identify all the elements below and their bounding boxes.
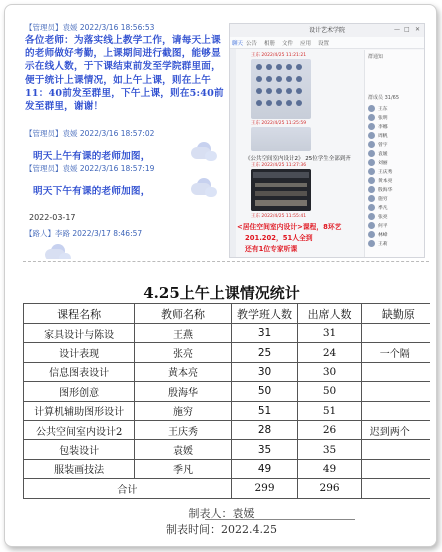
date-divider: 2022-03-17	[29, 213, 76, 222]
avatar	[368, 213, 375, 220]
member-item[interactable]: 刘丽	[368, 159, 424, 167]
course-cell: 信息图表设计	[24, 362, 135, 381]
message-text: 各位老师：为落实线上教学工作，请每天上课的老师做好考勤，上课期间进行截图，能够显示在线人数，于下课结束前发至学院群里面，便于统计上课情况，如上午上课，则在上午11：40前发至群里，下午上课，则在5:40前发至群里，谢谢！	[25, 35, 224, 113]
course-cell: 计算机辅助图形设计	[24, 401, 135, 420]
class-size-cell: 50	[231, 382, 298, 401]
group-notice-header[interactable]: 群通知	[368, 54, 384, 60]
sender-tag: 【管理员】	[25, 23, 63, 32]
avatar	[368, 186, 375, 193]
tab-album[interactable]: 相册	[264, 41, 276, 47]
message-time: 2022/3/16 18:56:53	[79, 23, 155, 32]
member-item[interactable]: 曾宇	[368, 141, 424, 149]
app-left-rail	[230, 49, 236, 258]
present-cell: 50	[298, 382, 361, 401]
avatar	[368, 123, 375, 130]
teacher-cell: 袁媛	[135, 440, 231, 459]
sender-name[interactable]: 李路	[55, 229, 70, 238]
message-meta	[25, 164, 225, 173]
avatar	[368, 195, 375, 202]
table-row	[24, 440, 436, 459]
tab-chat[interactable]: 聊天	[232, 41, 244, 47]
table-row	[24, 459, 436, 478]
present-cell: 30	[298, 362, 361, 381]
report-date: 制表时间：2022.4.25	[166, 523, 277, 536]
teacher-cell: 施穷	[135, 401, 231, 420]
member-item[interactable]: 殷海华	[368, 186, 424, 194]
message-time: 2022/3/17 8:46:57	[72, 229, 143, 238]
post-header: 王东 2022/4/25 11:27:36	[251, 163, 307, 168]
post-caption: 《公共空间室内设计2》 25位学生全部到齐	[245, 156, 351, 162]
total-absence-cell	[361, 479, 435, 498]
class-size-cell: 25	[231, 343, 298, 362]
tab-settings[interactable]: 设置	[318, 41, 330, 47]
teacher-cell: 王庆秀	[135, 420, 231, 439]
member-item[interactable]: 黄本亮	[368, 177, 424, 185]
column-header: 课程名称	[24, 304, 135, 324]
member-item[interactable]: 张明	[368, 114, 424, 122]
course-cell: 公共空间室内设计2	[24, 420, 135, 439]
table-header-row	[24, 304, 436, 324]
course-cell: 包装设计	[24, 440, 135, 459]
avatar	[368, 141, 375, 148]
post-header: 王东 2022/4/25 11:21:21	[251, 53, 307, 58]
avatar	[368, 159, 375, 166]
total-present: 296	[298, 479, 361, 498]
participant-grid	[251, 59, 311, 119]
close-icon[interactable]: ✕	[415, 26, 421, 33]
message-meta	[25, 229, 225, 238]
notice-line: 还有1位专家听课	[245, 245, 298, 253]
member-item[interactable]: 林峰	[368, 231, 424, 239]
avatar	[368, 114, 375, 121]
chat-feed	[237, 50, 363, 258]
cloud-sticker-icon[interactable]	[189, 139, 219, 165]
meeting-screenshot[interactable]	[251, 127, 311, 151]
avatar	[368, 105, 375, 112]
notice-line: 201.202，51人全到	[245, 234, 313, 242]
classroom-image	[251, 169, 311, 211]
present-cell: 26	[298, 420, 361, 439]
group-chat-window	[229, 23, 425, 258]
column-header: 出席人数	[298, 304, 361, 324]
avatar	[368, 222, 375, 229]
avatar	[368, 177, 375, 184]
tab-announcement[interactable]: 公告	[246, 41, 258, 47]
avatar	[368, 150, 375, 157]
meeting-screenshot[interactable]	[251, 59, 311, 119]
notice-line: <居住空间室内设计>课程，8环艺	[237, 223, 342, 231]
course-cell: 服装画技法	[24, 459, 135, 478]
report-maker: 制表人：袁媛	[188, 507, 255, 520]
present-cell: 51	[298, 401, 361, 420]
member-item[interactable]: 袁媛	[368, 150, 424, 158]
teacher-cell: 黄本亮	[135, 362, 231, 381]
class-size-cell: 35	[231, 440, 298, 459]
signature-line	[205, 519, 355, 520]
post-header: 王东 2022/4/25 11:55:41	[251, 214, 307, 219]
attendance-table	[23, 303, 436, 499]
member-item[interactable]: 何平	[368, 222, 424, 230]
message-time: 2022/3/16 18:57:19	[79, 164, 155, 173]
sender-tag: 【路人】	[25, 229, 55, 238]
avatar	[368, 132, 375, 139]
post-header: 王东 2022/4/25 11:25:59	[251, 121, 307, 126]
sender-name[interactable]: 袁媛	[62, 23, 78, 32]
member-item[interactable]: 王东	[368, 105, 424, 113]
message-meta	[25, 23, 225, 32]
absence-cell	[361, 362, 435, 381]
present-cell: 24	[298, 343, 361, 362]
table-row	[24, 362, 436, 381]
maximize-icon[interactable]: □	[404, 26, 410, 33]
avatar	[368, 168, 375, 175]
table-row	[24, 401, 436, 420]
absence-cell: 迟到两个	[361, 420, 435, 439]
table-row	[24, 420, 436, 439]
chat-message	[25, 129, 225, 138]
teacher-cell: 季凡	[135, 459, 231, 478]
total-label: 合计	[24, 479, 232, 498]
absence-cell	[361, 382, 435, 401]
table-row	[24, 382, 436, 401]
sender-tag: 【管理员】	[25, 164, 63, 173]
course-cell: 家具设计与陈设	[24, 324, 135, 343]
table-row	[24, 343, 436, 362]
cloud-sticker-icon[interactable]	[189, 175, 219, 201]
tab-files[interactable]: 文件	[282, 41, 294, 47]
classroom-photo[interactable]	[251, 169, 311, 211]
sender-name[interactable]: 袁媛	[62, 164, 78, 173]
sender-tag: 【管理员】	[25, 129, 63, 138]
class-size-cell: 30	[231, 362, 298, 381]
member-item[interactable]: 王庆秀	[368, 168, 424, 176]
tab-apps[interactable]: 应用	[300, 41, 312, 47]
message-text: 明天下午有课的老师加图，	[33, 186, 151, 197]
member-item[interactable]: 施穷	[368, 195, 424, 203]
absence-cell	[361, 401, 435, 420]
avatar	[368, 204, 375, 211]
member-item[interactable]: 周帆	[368, 132, 424, 140]
window-title: 设计艺术学院	[230, 24, 424, 37]
chat-panel	[25, 23, 225, 259]
present-cell: 49	[298, 459, 361, 478]
present-cell: 31	[298, 324, 361, 343]
present-cell: 35	[298, 440, 361, 459]
message-text: 明天上午有课的老师加图，	[33, 151, 151, 162]
course-cell: 图形创意	[24, 382, 135, 401]
chat-message	[25, 229, 225, 238]
total-class-size: 299	[231, 479, 298, 498]
screenshot-frame	[4, 4, 437, 547]
table-total-row	[24, 479, 436, 498]
report-title: 4.25上午上课情况统计	[143, 284, 300, 302]
column-header: 教师名称	[135, 304, 231, 324]
absence-cell	[361, 324, 435, 343]
avatar	[368, 240, 375, 247]
minimize-icon[interactable]: —	[394, 26, 400, 33]
avatar	[368, 231, 375, 238]
column-header: 缺勤原	[361, 304, 435, 324]
course-cell: 设计表现	[24, 343, 135, 362]
table-row	[24, 324, 436, 343]
absence-cell	[361, 440, 435, 459]
section-divider	[23, 261, 429, 262]
teacher-cell: 殷海华	[135, 382, 231, 401]
absence-cell	[361, 459, 435, 478]
class-size-cell: 31	[231, 324, 298, 343]
teacher-cell: 张亮	[135, 343, 231, 362]
teacher-cell: 王燕	[135, 324, 231, 343]
tab-bar	[230, 37, 424, 49]
member-item[interactable]: 李娜	[368, 123, 424, 131]
message-time: 2022/3/16 18:57:02	[79, 129, 155, 138]
member-item[interactable]: 季凡	[368, 204, 424, 212]
member-item[interactable]: 王莉	[368, 240, 424, 248]
class-size-cell: 49	[231, 459, 298, 478]
class-size-cell: 51	[231, 401, 298, 420]
class-size-cell: 28	[231, 420, 298, 439]
chat-message	[25, 164, 225, 173]
absence-cell: 一个隔	[361, 343, 435, 362]
chat-message	[25, 23, 225, 113]
cloud-sticker-icon[interactable]	[43, 241, 73, 259]
member-item[interactable]: 张亮	[368, 213, 424, 221]
column-header: 教学班人数	[231, 304, 298, 324]
member-list	[364, 50, 425, 258]
member-count: 群成员 31/65	[368, 95, 399, 101]
message-meta	[25, 129, 225, 138]
sender-name[interactable]: 袁媛	[62, 129, 78, 138]
